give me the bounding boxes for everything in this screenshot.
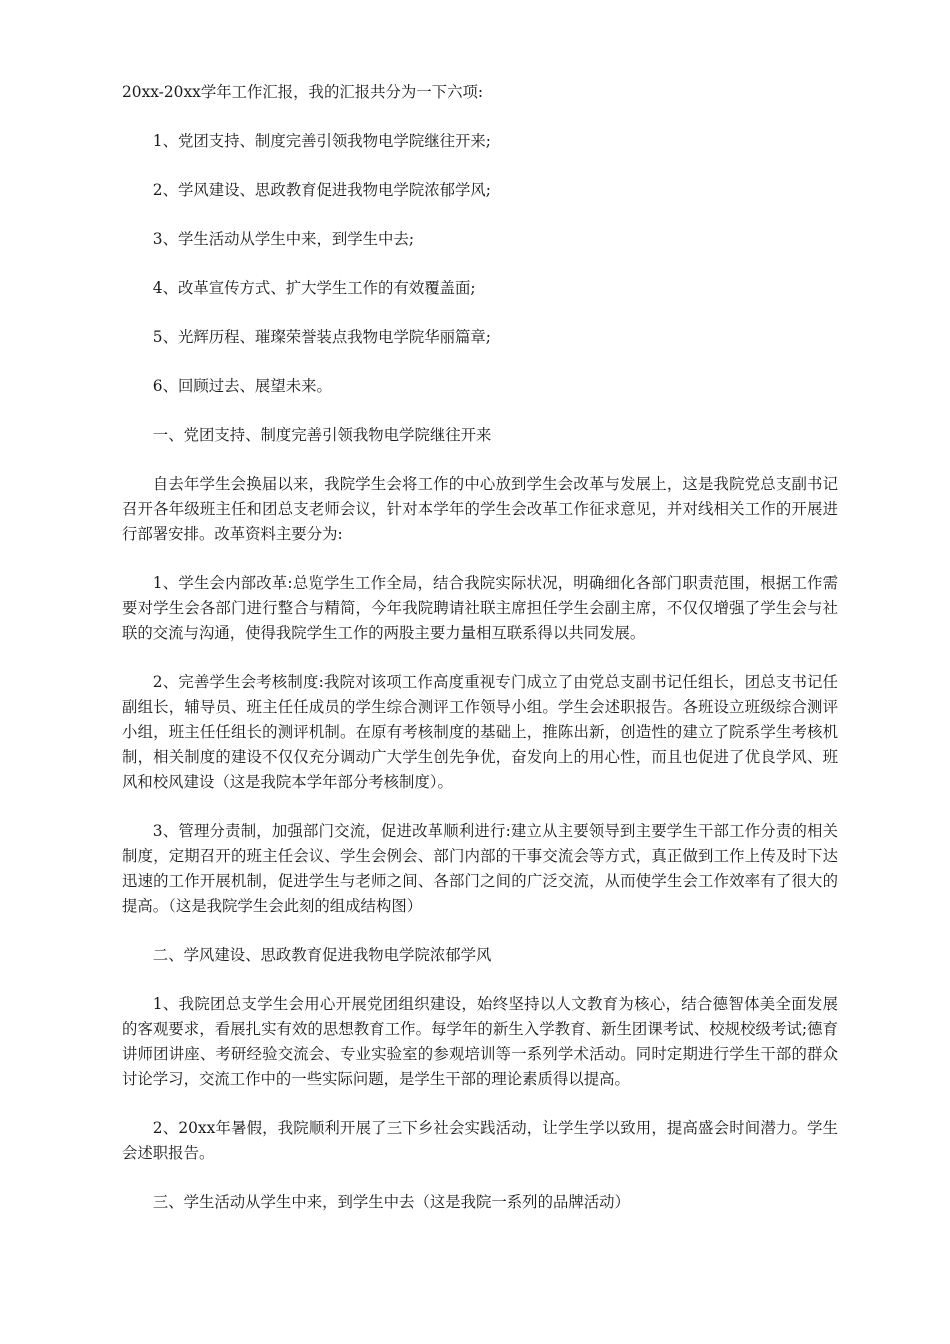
section-heading: 三、学生活动从学生中来，到学生中去（这是我院一系列的品牌活动）: [152, 1193, 630, 1211]
body-paragraph: 3、管理分责制，加强部门交流，促进改革顺利进行:建立从主要领导到主要学生干部工作分责的相关制度，定期召开的班主任会议、学生会例会、部门内部的干事交流会等方式，真正做到工作上传及时下达迅速的工作开展机制，促进学生与老师之间、各部门之间的广泛交流，从而使学生会工作效率有了很大的提高。（这是我院学生会此刻的组成结构图）: [122, 822, 838, 915]
body-paragraph: 1、学生会内部改革:总览学生工作全局，结合我院实际状况，明确细化各部门职责范围，根据工作需要对学生会各部门进行整合与精简，今年我院聘请社联主席担任学生会副主席，不仅仅增强了学生会与社联的交流与沟通，使得我院学生工作的两股主要力量相互联系得以共同发展。: [122, 574, 838, 642]
list-item: 3、学生活动从学生中来，到学生中去;: [152, 230, 415, 248]
body-paragraph: 2、20xx年暑假，我院顺利开展了三下乡社会实践活动，让学生学以致用，提高盛会时间潜力。学生会述职报告。: [122, 1119, 838, 1162]
list-item: 6、回顾过去、展望未来。: [152, 377, 332, 395]
list-item: 4、改革宣传方式、扩大学生工作的有效覆盖面;: [152, 279, 476, 297]
intro-paragraph: 20xx-20xx学年工作汇报，我的汇报共分为一下六项:: [122, 83, 484, 101]
body-paragraph: 自去年学生会换届以来，我院学生会将工作的中心放到学生会改革与发展上，这是我院党总支副书记召开各年级班主任和团总支老师会议，针对本学年的学生会改革工作征求意见，并对线相关工作的开展进行部署安排。改革资料主要分为:: [122, 475, 838, 543]
list-item: 2、学风建设、思政教育促进我物电学院浓郁学风;: [152, 181, 491, 199]
body-paragraph: 1、我院团总支学生会用心开展党团组织建设，始终坚持以人文教育为核心，结合德智体美全面发展的客观要求，看展扎实有效的思想教育工作。每学年的新生入学教育、新生团课考试、校规校级考试;德育讲师团讲座、考研经验交流会、专业实验室的参观培训等一系列学术活动。同时定期进行学生干部的群众讨论学习，交流工作中的一些实际问题，是学生干部的理论素质得以提高。: [122, 995, 838, 1088]
list-item: 1、党团支持、制度完善引领我物电学院继往开来;: [152, 132, 491, 150]
section-heading: 二、学风建设、思政教育促进我物电学院浓郁学风: [152, 946, 492, 964]
body-paragraph: 2、完善学生会考核制度:我院对该项工作高度重视专门成立了由党总支副书记任组长，团总支书记任副组长，辅导员、班主任任成员的学生综合测评工作领导小组。学生会述职报告。各班设立班级综合测评小组，班主任任组长的测评机制。在原有考核制度的基础上，推陈出新，创造性的建立了院系学生考核机制，相关制度的建设不仅仅充分调动广大学生创先争优，奋发向上的用心性，而且也促进了优良学风、班风和校风建设（这是我院本学年部分考核制度）。: [122, 673, 838, 791]
list-item: 5、光辉历程、璀璨荣誉装点我物电学院华丽篇章;: [152, 328, 491, 346]
document-body: [122, 80, 838, 1215]
section-heading: 一、党团支持、制度完善引领我物电学院继往开来: [152, 426, 492, 444]
